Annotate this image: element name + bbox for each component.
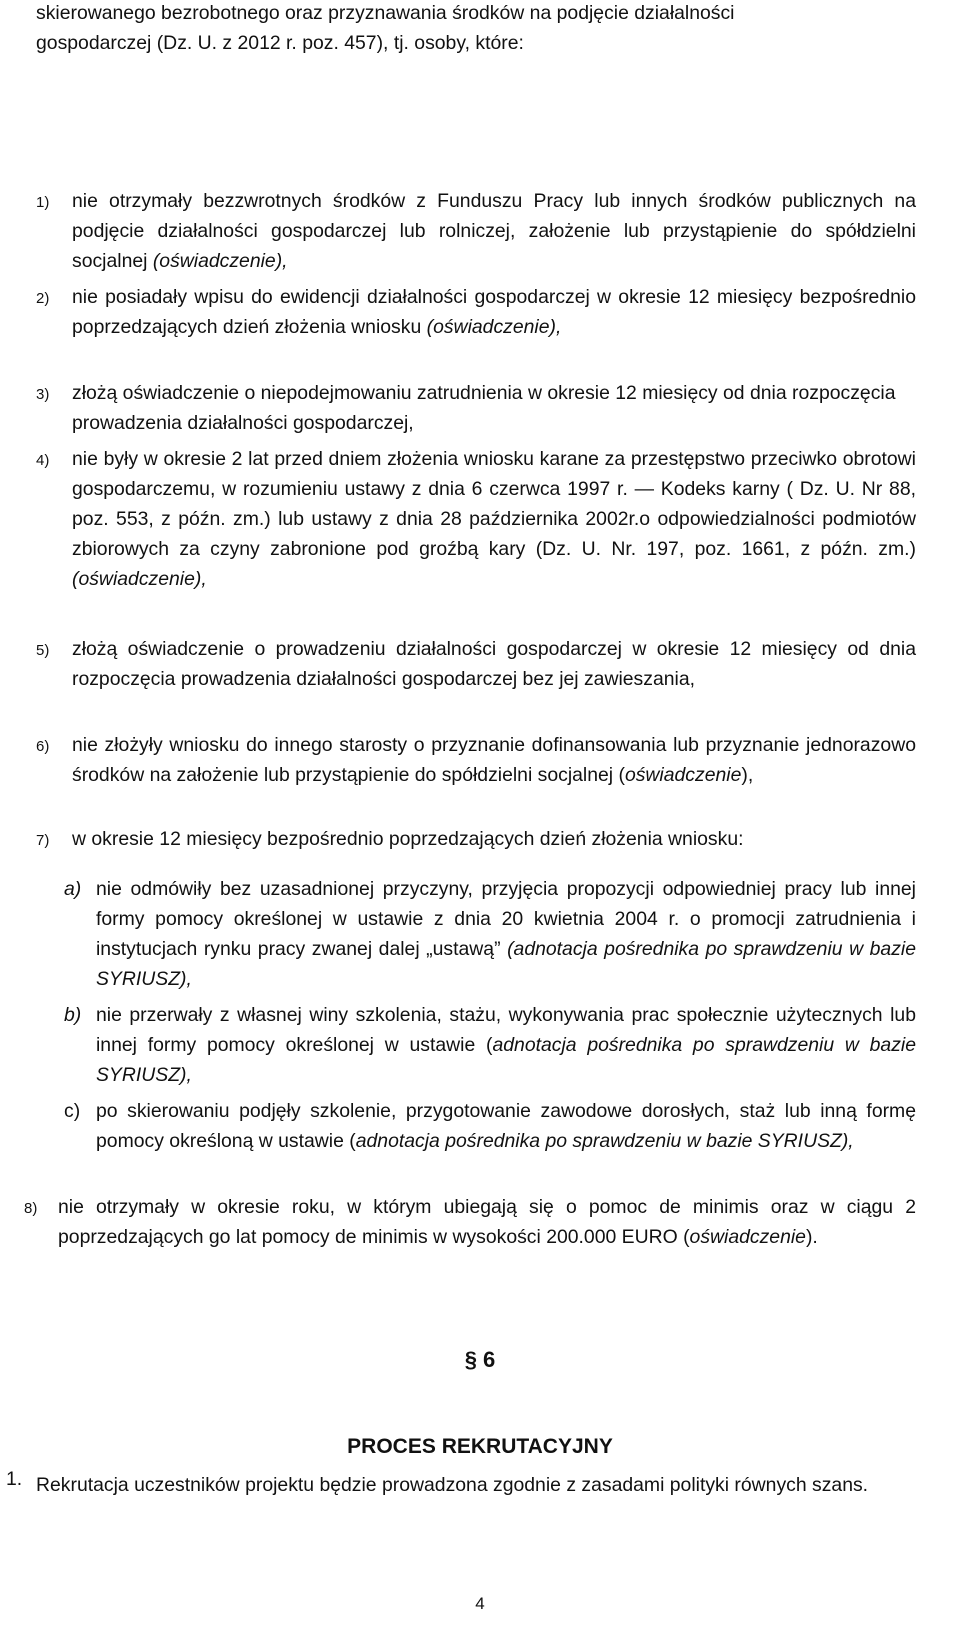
list-item bbox=[72, 282, 916, 342]
page-number: 4 bbox=[475, 1594, 485, 1613]
list-item-number: 7) bbox=[36, 832, 50, 849]
list-item-text: nie złożyły wniosku do innego starosty o przyznanie dofinansowania lub przyznanie jednorazowo środków na założenie lub przystąpienie do spółdzielni socjalnej ( bbox=[72, 734, 916, 786]
list-item bbox=[72, 378, 916, 438]
sub-item-text: nie przerwały z własnej winy szkolenia, stażu, wykonywania prac społecznie użytecznych lub innej formy pomocy określonej w ustawie ( bbox=[96, 1004, 916, 1056]
paragraph-number: 1. bbox=[6, 1468, 23, 1490]
list-item-number: 3) bbox=[36, 386, 50, 403]
section-number: § 6 bbox=[464, 1347, 496, 1372]
list-item-number: 2) bbox=[36, 290, 50, 307]
sub-item-note: (adnotacja pośrednika po sprawdzeniu w bazie SYRIUSZ), bbox=[96, 938, 916, 990]
list-item-note: (oświadczenie), bbox=[152, 250, 288, 272]
sub-item-letter: a) bbox=[64, 878, 82, 900]
list-item-text: nie posiadały wpisu do ewidencji działalności gospodarczej w okresie 12 miesięcy bezpośrednio poprzedzających dzień złożenia wniosku bbox=[72, 286, 916, 338]
list-item bbox=[72, 730, 916, 790]
sub-item-letter: c) bbox=[64, 1100, 81, 1122]
list-item-number: 1) bbox=[36, 194, 50, 211]
list-item bbox=[72, 824, 916, 854]
intro-line-2: gospodarczej (Dz. U. z 2012 r. poz. 457), tj. osoby, które: bbox=[36, 32, 524, 54]
sub-item-text: po skierowaniu podjęły szkolenie, przygotowanie zawodowe dorosłych, staż lub inną formę pomocy określoną w ustawie ( bbox=[96, 1100, 916, 1152]
list-item bbox=[72, 186, 916, 276]
list-item-note: oświadczenie bbox=[689, 1226, 806, 1248]
list-item bbox=[72, 444, 916, 594]
list-item-number: 6) bbox=[36, 738, 50, 755]
list-item-text: w okresie 12 miesięcy bezpośrednio poprzedzających dzień złożenia wniosku: bbox=[72, 828, 744, 850]
list-item-number: 5) bbox=[36, 642, 50, 659]
sub-item-text: nie odmówiły bez uzasadnionej przyczyny, przyjęcia propozycji odpowiedniej pracy lub innej formy pomocy określonej w ustawie z dnia 20 kwietnia 2004 r. o promocji zatrudnienia i instytucjach rynku pracy zwanej dalej „ustawą” bbox=[96, 878, 916, 960]
sub-item-note: adnotacja pośrednika po sprawdzeniu w bazie SYRIUSZ), bbox=[96, 1034, 916, 1086]
sub-item bbox=[96, 1096, 916, 1156]
list-item-note: (oświadczenie), bbox=[426, 316, 562, 338]
recruitment-paragraph: Rekrutacja uczestników projektu będzie prowadzona zgodnie z zasadami polityki równych szans. bbox=[36, 1474, 869, 1496]
sub-item bbox=[96, 1000, 916, 1090]
list-item-note: oświadczenie bbox=[624, 764, 742, 786]
sub-item-letter: b) bbox=[64, 1004, 82, 1026]
list-item-number: 4) bbox=[36, 452, 50, 469]
list-item-text: nie były w okresie 2 lat przed dniem złożenia wniosku karane za przestępstwo przeciwko obrotowi gospodarczemu, w rozumieniu ustawy z dnia 6 czerwca 1997 r. — Kodeks karny ( Dz. U. Nr 88, poz. 553, z późn. zm.) lub ustawy z dnia 28 października 2002r.o odpowiedzialności podmiotów zbiorowych za czyny zabronione pod groźbą kary (Dz. U. Nr. 197, poz. 1661, z późn. zm.) bbox=[72, 448, 916, 560]
intro-paragraph bbox=[36, 0, 916, 58]
list-item-text: nie otrzymały w okresie roku, w którym ubiegają się o pomoc de minimis oraz w ciągu 2 poprzedzających go lat pomocy de minimis w wysokości 200.000 EURO ( bbox=[58, 1196, 916, 1248]
list-item-tail: ). bbox=[805, 1226, 818, 1248]
list-item-text: złożą oświadczenie o niepodejmowaniu zatrudnienia w okresie 12 miesięcy od dnia rozpoczęcia prowadzenia działalności gospodarczej, bbox=[72, 382, 896, 434]
section-title: PROCES REKRUTACYJNY bbox=[347, 1435, 613, 1458]
list-item bbox=[72, 634, 916, 694]
list-item-note: (oświadczenie), bbox=[72, 568, 207, 590]
list-item bbox=[58, 1192, 916, 1252]
list-item-number: 8) bbox=[24, 1200, 38, 1217]
list-item-tail: ), bbox=[741, 764, 754, 786]
intro-line-1: skierowanego bezrobotnego oraz przyznawania środków na podjęcie działalności bbox=[36, 2, 735, 24]
list-item-text: złożą oświadczenie o prowadzeniu działalności gospodarczej w okresie 12 miesięcy od dnia rozpoczęcia prowadzenia działalności gospodarczej bez jej zawieszania, bbox=[72, 638, 916, 690]
list-item-text: nie otrzymały bezzwrotnych środków z Funduszu Pracy lub innych środków publicznych na podjęcie działalności gospodarczej lub rolniczej, założenie lub przystąpienie do spółdzielni socjalnej bbox=[72, 190, 916, 272]
sub-item-note: adnotacja pośrednika po sprawdzeniu w bazie SYRIUSZ), bbox=[355, 1130, 854, 1152]
sub-item bbox=[96, 874, 916, 994]
